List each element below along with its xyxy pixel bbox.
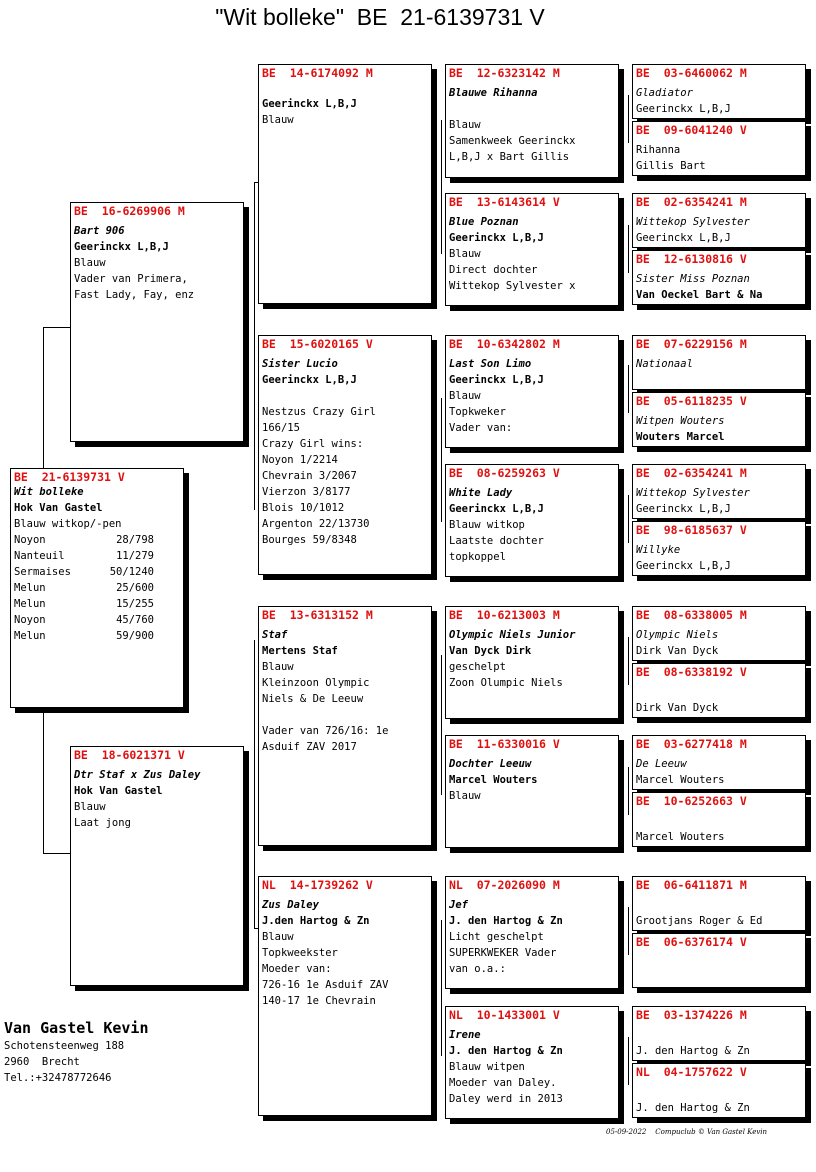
footer-credit: 05-09-2022 Compuclub © Van Gastel Kevin xyxy=(606,1128,768,1136)
pigeon-name: Dochter Leeuw xyxy=(449,758,532,770)
owner: Geerinckx L,B,J xyxy=(636,503,731,515)
owner: Dirk Van Dyck xyxy=(636,645,719,657)
pigeon-name: Wittekop Sylvester xyxy=(636,487,750,499)
connector-line xyxy=(254,182,255,510)
ancestor-card-g10[interactable] xyxy=(632,735,806,790)
remark: Crazy Girl wins: xyxy=(262,438,364,450)
ancestor-card-fff[interactable] xyxy=(445,64,619,178)
remark: SUPERKWEKER Vader xyxy=(449,947,557,959)
pigeon-name: Olympic Niels Junior xyxy=(449,629,576,641)
ring-number: BE 14-6174092 M xyxy=(262,66,373,80)
ring-number: NL 07-2026090 M xyxy=(449,878,560,892)
connector-line xyxy=(43,327,70,328)
color: Licht geschelpt xyxy=(449,931,544,943)
ring-number: NL 04-1757622 V xyxy=(636,1065,747,1079)
connector-line xyxy=(628,495,629,543)
ancestor-card-g9[interactable] xyxy=(632,663,806,718)
remark: Samenkweek Geerinckx xyxy=(449,135,576,147)
ancestor-card-g5[interactable] xyxy=(632,392,806,447)
grandparent-card-fm[interactable] xyxy=(258,335,432,575)
owner: Geerinckx L,B,J xyxy=(74,241,169,253)
pigeon-name xyxy=(633,954,805,970)
connector-line xyxy=(441,920,442,1056)
remark: 726-16 1e Asduif ZAV xyxy=(262,979,389,991)
ring-number: BE 10-6252663 V xyxy=(636,794,747,808)
ring-number: BE 02-6354241 M xyxy=(636,195,747,209)
result-row: Nanteuil 11/279 xyxy=(14,550,154,562)
mother-card[interactable] xyxy=(70,746,244,986)
remark: topkoppel xyxy=(449,551,506,563)
connector-line xyxy=(628,225,629,273)
ring-number: BE 06-6376174 V xyxy=(636,935,747,949)
ring-number: BE 09-6041240 V xyxy=(636,123,747,137)
remark: Argenton 22/13730 xyxy=(262,518,370,530)
pigeon-name: Willyke xyxy=(636,544,681,556)
pigeon-name: Staf xyxy=(262,629,288,641)
pigeon-name: Zus Daley xyxy=(262,899,319,911)
owner: Marcel Wouters xyxy=(449,774,538,786)
connector-line xyxy=(628,767,629,815)
remark: 166/15 xyxy=(262,422,300,434)
grandparent-card-mm[interactable] xyxy=(258,876,432,1116)
pigeon-name: Bart 906 xyxy=(74,225,125,237)
ring-number: BE 06-6411871 M xyxy=(636,878,747,892)
ancestor-card-g3[interactable] xyxy=(632,250,806,305)
remark: Blois 10/1012 xyxy=(262,502,345,514)
ring-number: BE 08-6338005 M xyxy=(636,608,747,622)
owner: Mertens Staf xyxy=(262,645,338,657)
ring-number: BE 18-6021371 V xyxy=(74,748,185,762)
remark: Vader van Primera, xyxy=(74,273,188,285)
remark: Bourges 59/8348 xyxy=(262,534,357,546)
ring-number: BE 16-6269906 M xyxy=(74,204,185,218)
pigeon-name: Olympic Niels xyxy=(636,629,719,641)
owner: J.den Hartog & Zn xyxy=(262,915,370,927)
ancestor-card-g13[interactable] xyxy=(632,933,806,988)
remark: Vierzon 3/8177 xyxy=(262,486,351,498)
remark: Vader van: xyxy=(449,422,513,434)
ancestor-card-g4[interactable] xyxy=(632,335,806,390)
pigeon-name: Blauwe Rihanna xyxy=(449,87,538,99)
ring-number: BE 03-6460062 M xyxy=(636,66,747,80)
breeder-city: 2960 Brecht xyxy=(4,1056,80,1068)
ancestor-card-g14[interactable] xyxy=(632,1006,806,1061)
ring-number: BE 02-6354241 M xyxy=(636,466,747,480)
pigeon-name xyxy=(633,897,805,913)
ancestor-card-g15[interactable] xyxy=(632,1063,806,1118)
color: Blauw witkop xyxy=(449,519,525,531)
breeder-street: Schotensteenweg 188 xyxy=(4,1040,125,1052)
owner: Grootjans Roger & Ed xyxy=(636,915,763,927)
owner: Hok Van Gastel xyxy=(74,785,163,797)
ring-number: BE 12-6130816 V xyxy=(636,252,747,266)
remark: Moeder van: xyxy=(262,963,332,975)
ring-number: BE 11-6330016 V xyxy=(449,737,560,751)
pigeon-name xyxy=(633,1084,805,1100)
color: Blauw xyxy=(74,257,106,269)
remark: van o.a.: xyxy=(449,963,506,975)
breeder-phone: Tel.:+32478772646 xyxy=(4,1072,112,1084)
remark: Kleinzoon Olympic xyxy=(262,677,370,689)
owner: Van Dyck Dirk xyxy=(449,645,532,657)
owner: Dirk Van Dyck xyxy=(636,702,719,714)
remark: Chevrain 3/2067 xyxy=(262,470,357,482)
breeder-info xyxy=(4,1018,149,1086)
result-row: Melun 25/600 xyxy=(14,582,154,594)
ring-number: BE 05-6118235 V xyxy=(636,394,747,408)
color: Blauw xyxy=(74,801,106,813)
owner: Geerinckx L,B,J xyxy=(262,374,357,386)
remark: Daley werd in 2013 xyxy=(449,1093,563,1105)
owner: Hok Van Gastel xyxy=(14,502,103,514)
pigeon-name: Sister Miss Poznan xyxy=(636,273,750,285)
ring-number: BE 03-1374226 M xyxy=(636,1008,747,1022)
ancestor-card-mfm[interactable] xyxy=(445,735,619,848)
ring-number: BE 10-6342802 M xyxy=(449,337,560,351)
connector-line xyxy=(441,655,442,795)
connector-line xyxy=(43,327,44,468)
ring-number: BE 15-6020165 V xyxy=(262,337,373,351)
color: Blauw xyxy=(449,119,481,131)
ring-number: BE 12-6323142 M xyxy=(449,66,560,80)
owner: Geerinckx L,B,J xyxy=(262,98,357,110)
pigeon-name: Gladiator xyxy=(636,87,693,99)
remark: Vader van 726/16: 1e xyxy=(262,725,389,737)
grandparent-card-ff[interactable] xyxy=(258,64,432,304)
ancestor-card-g11[interactable] xyxy=(632,792,806,847)
ancestor-card-g0[interactable] xyxy=(632,64,806,119)
pigeon-name xyxy=(633,1027,805,1043)
connector-line xyxy=(628,1037,629,1085)
pigeon-name xyxy=(633,813,805,829)
ring-number: BE 03-6277418 M xyxy=(636,737,747,751)
remark: Moeder van Daley. xyxy=(449,1077,557,1089)
remark: Noyon 1/2214 xyxy=(262,454,338,466)
grandparent-card-mf[interactable] xyxy=(258,606,432,846)
ring-number: NL 14-1739262 V xyxy=(262,878,373,892)
pigeon-name: Last Son Limo xyxy=(449,358,532,370)
ancestor-card-fmf[interactable] xyxy=(445,335,619,448)
page-title: "Wit bolleke" BE 21-6139731 V xyxy=(215,4,545,30)
ancestor-card-mff[interactable] xyxy=(445,606,619,719)
ancestor-card-g7[interactable] xyxy=(632,521,806,576)
owner: Geerinckx L,B,J xyxy=(636,103,731,115)
result-row: Noyon 28/798 xyxy=(14,534,154,546)
pigeon-name xyxy=(633,684,805,700)
ring-number: BE 10-6213003 M xyxy=(449,608,560,622)
owner: Geerinckx L,B,J xyxy=(636,232,731,244)
owner: J. den Hartog & Zn xyxy=(449,1045,563,1057)
ring-number: NL 10-1433001 V xyxy=(449,1008,560,1022)
remark: Fast Lady, Fay, enz xyxy=(74,289,195,301)
owner: J. den Hartog & Zn xyxy=(636,1045,750,1057)
owner: Marcel Wouters xyxy=(636,831,725,843)
remark: Direct dochter xyxy=(449,264,538,276)
pigeon-name: Dtr Staf x Zus Daley xyxy=(74,769,201,781)
owner: Wouters Marcel xyxy=(636,431,725,443)
remark: L,B,J x Bart Gillis xyxy=(449,151,570,163)
pigeon-name: White Lady xyxy=(449,487,513,499)
pigeon-name: De Leeuw xyxy=(636,758,687,770)
subject-card[interactable] xyxy=(10,468,184,708)
father-card[interactable] xyxy=(70,202,244,442)
ancestor-card-g2[interactable] xyxy=(632,193,806,248)
color: Blauw witpen xyxy=(449,1061,525,1073)
pigeon-name: Blue Poznan xyxy=(449,216,519,228)
pigeon-name: Rihanna xyxy=(636,144,681,156)
ancestor-card-g12[interactable] xyxy=(632,876,806,931)
remark: Wittekop Sylvester x xyxy=(449,280,576,292)
connector-line xyxy=(628,95,629,143)
owner: Marcel Wouters xyxy=(636,774,725,786)
ancestor-card-g1[interactable] xyxy=(632,121,806,176)
pigeon-name: Jef xyxy=(449,899,468,911)
connector-line xyxy=(43,853,70,854)
pigeon-name: Wit bolleke xyxy=(14,486,84,498)
result-row: Noyon 45/760 xyxy=(14,614,154,626)
result-row: Melun 15/255 xyxy=(14,598,154,610)
pigeon-name: Witpen Wouters xyxy=(636,415,725,427)
pigeon-name: Sister Lucio xyxy=(262,358,338,370)
remark: Laatste dochter xyxy=(449,535,544,547)
color: Blauw xyxy=(449,390,481,402)
owner: J. den Hartog & Zn xyxy=(449,915,563,927)
pigeon-name: Nationaal xyxy=(636,358,693,370)
owner: J. den Hartog & Zn xyxy=(636,1102,750,1114)
ring-number: BE 98-6185637 V xyxy=(636,523,747,537)
ring-number: BE 07-6229156 M xyxy=(636,337,747,351)
ancestor-card-g6[interactable] xyxy=(632,464,806,519)
ring-number: BE 08-6338192 V xyxy=(636,665,747,679)
connector-line xyxy=(254,640,255,928)
owner: Geerinckx L,B,J xyxy=(449,374,544,386)
remark: Topkweekster xyxy=(262,947,338,959)
ring-number: BE 21-6139731 V xyxy=(14,470,125,484)
pigeon-name: Wittekop Sylvester xyxy=(636,216,750,228)
remark: Asduif ZAV 2017 xyxy=(262,741,357,753)
owner: Van Oeckel Bart & Na xyxy=(636,289,763,301)
ring-number: BE 08-6259263 V xyxy=(449,466,560,480)
connector-line xyxy=(43,713,44,853)
pigeon-name: Irene xyxy=(449,1029,481,1041)
ancestor-card-g8[interactable] xyxy=(632,606,806,661)
color: Blauw xyxy=(262,931,294,943)
color: Blauw xyxy=(449,790,481,802)
ancestor-card-ffm[interactable] xyxy=(445,193,619,306)
owner: Geerinckx L,B,J xyxy=(636,560,731,572)
remark: 140-17 1e Chevrain xyxy=(262,995,376,1007)
connector-line xyxy=(628,907,629,955)
ancestor-card-fmm[interactable] xyxy=(445,464,619,577)
owner: Geerinckx L,B,J xyxy=(449,232,544,244)
remark: Topkweker xyxy=(449,406,506,418)
breeder-name: Van Gastel Kevin xyxy=(4,1019,149,1037)
remark: Zoon Olumpic Niels xyxy=(449,677,563,689)
remark: Laat jong xyxy=(74,817,131,829)
ancestor-card-mmm[interactable] xyxy=(445,1006,619,1119)
color: Blauw xyxy=(449,248,481,260)
color: Blauw witkop/-pen xyxy=(14,518,122,530)
result-row: Melun 59/900 xyxy=(14,630,154,642)
color: geschelpt xyxy=(449,661,506,673)
owner: Gillis Bart xyxy=(636,160,706,172)
remark: Niels & De Leeuw xyxy=(262,693,364,705)
color: Blauw xyxy=(262,661,294,673)
remark: Nestzus Crazy Girl xyxy=(262,406,376,418)
connector-line xyxy=(628,637,629,685)
owner: Geerinckx L,B,J xyxy=(449,503,544,515)
connector-line xyxy=(628,365,629,413)
result-row: Sermaises 50/1240 xyxy=(14,566,154,578)
ring-number: BE 13-6313152 M xyxy=(262,608,373,622)
connector-line xyxy=(441,398,442,522)
ring-number: BE 13-6143614 V xyxy=(449,195,560,209)
connector-line xyxy=(441,120,442,254)
color: Blauw xyxy=(262,114,294,126)
ancestor-card-mmf[interactable] xyxy=(445,876,619,989)
